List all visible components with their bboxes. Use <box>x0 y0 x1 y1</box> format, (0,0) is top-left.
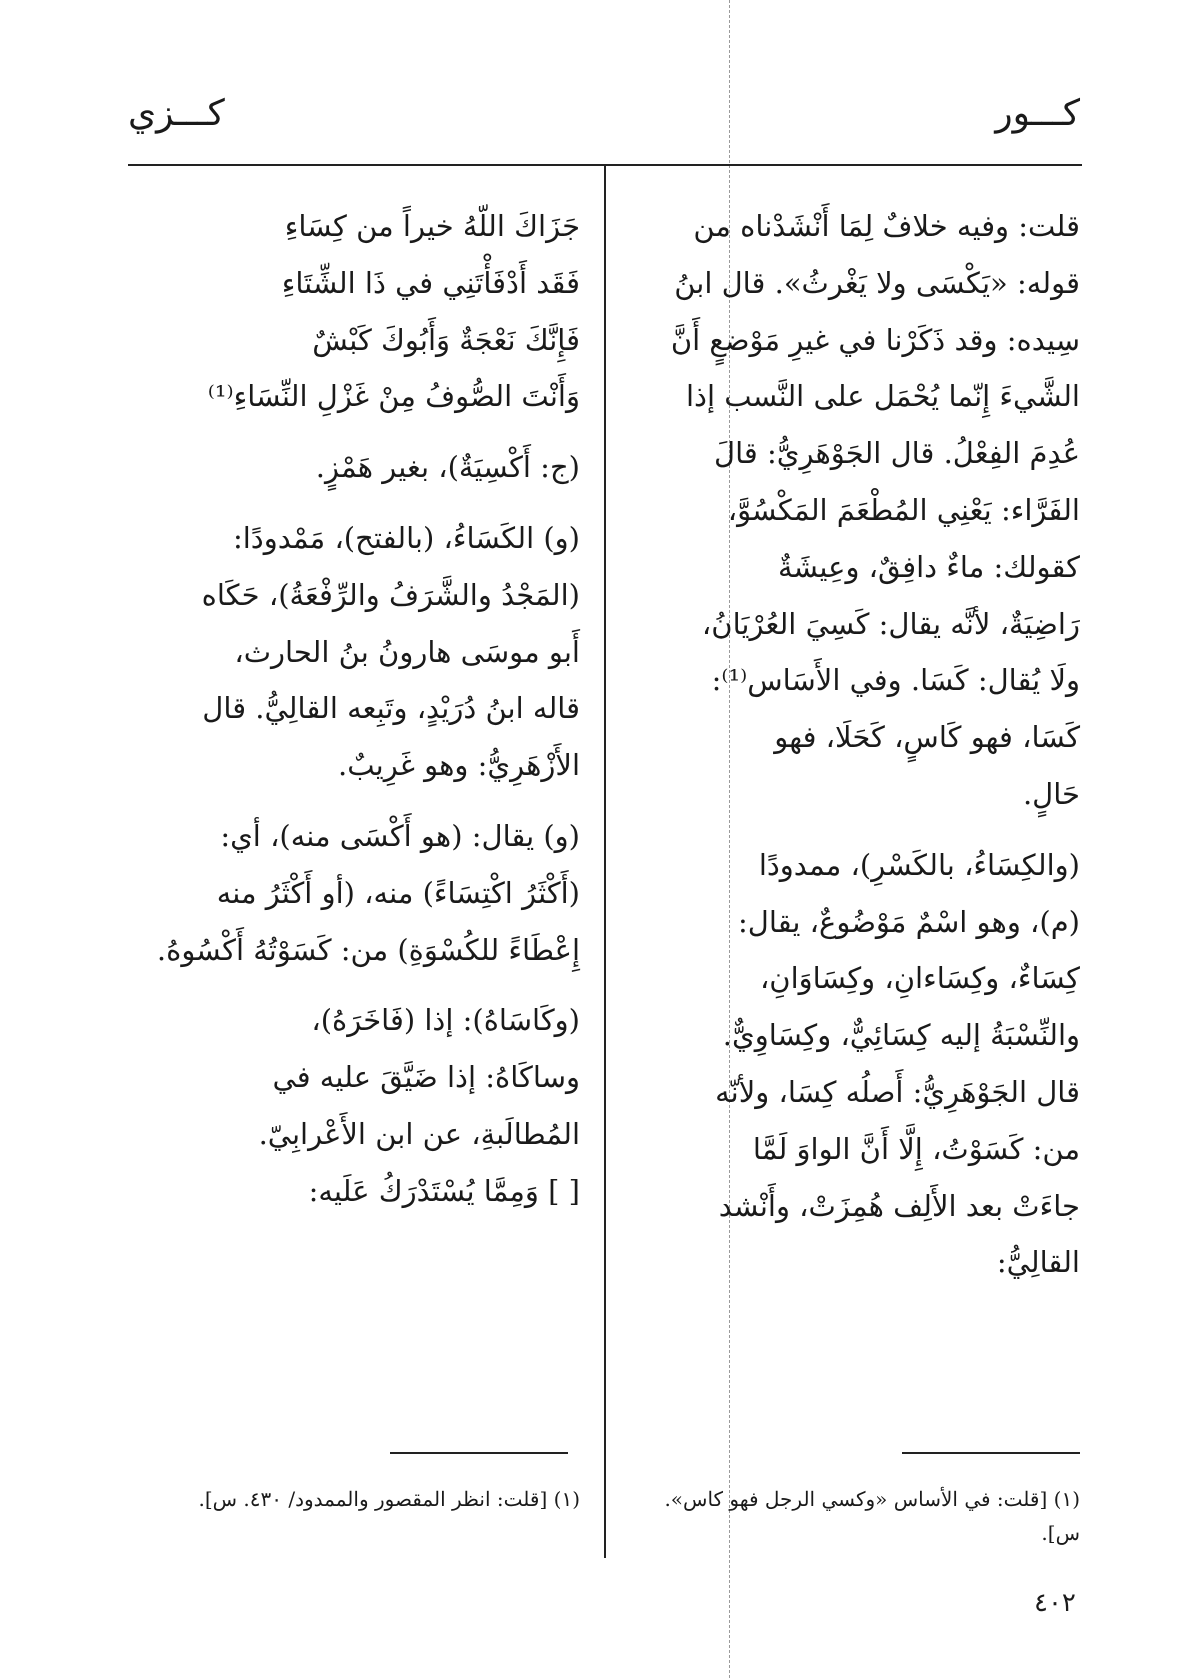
text-line: (والكِسَاءُ، بالكَسْرِ)، ممدودًا <box>758 847 1080 882</box>
text-line: من: كَسَوْتُ، إِلَّا أَنَّ الواوَ لَمَّا <box>752 1131 1080 1166</box>
header-root-right: كـــور <box>995 93 1080 134</box>
right-column <box>640 198 1080 1291</box>
text-line: كقولك: ماءٌ دافِقٌ، وعِيشَةٌ <box>777 549 1080 584</box>
header-root-left: كـــزي <box>128 93 225 134</box>
text-line: (و) يقال: (هو أَكْسَى منه)، أي: <box>220 818 580 853</box>
text-line: ولَا يُقال: كَسَا. وفي الأَسَاس⁽¹⁾: <box>711 663 1080 698</box>
text-line: قاله ابنُ دُرَيْدٍ، وتَبِعه القالِيُّ. قال <box>202 691 580 726</box>
text-line: رَاضِيَةٌ، لأنَّه يقال: كَسِيَ العُرْيَانُ، <box>701 606 1080 641</box>
text-line: أَبو موسَى هارونُ بنُ الحارث، <box>234 634 580 669</box>
text-line: (م)، وهو اسْمٌ مَوْضُوعٌ، يقال: <box>738 904 1080 939</box>
footnote-right: (١) [قلت: في الأساس «وكسي الرجل فهو كاس». س]. <box>664 1487 1080 1545</box>
footnote-rule-left <box>390 1452 568 1454</box>
column-divider <box>604 166 606 1558</box>
paragraph-gap <box>140 978 580 992</box>
verse-line: وَأَنْتَ الصُّوفُ مِنْ غَزْلِ النِّسَاءِ⁽¹⁾ <box>207 379 580 414</box>
footnote-rule-right <box>902 1452 1080 1454</box>
text-line: (و) الكَسَاءُ، (بالفتح)، مَمْدودًا: <box>232 520 580 555</box>
text-line: قوله: «يَكْسَى ولا يَغْرثُ». قال ابنُ <box>674 265 1080 300</box>
text-line: المُطالَبةِ، عن ابن الأَعْرابِيّ. <box>258 1116 580 1151</box>
text-line: سِيده: وقد ذَكَرْنا في غيرِ مَوْضعٍ أَنَّ <box>670 322 1080 357</box>
text-line: كِسَاءٌ، وكِسَاءانِ، وكِسَاوَانِ، <box>759 961 1080 996</box>
verse-line: جَزَاكَ اللّهُ خيراً من كِسَاءِ <box>284 209 580 243</box>
paragraph-gap <box>140 794 580 808</box>
verse-line: فَإِنَّكَ نَعْجَةٌ وَأَبُوكَ كَبْشٌ <box>312 322 580 357</box>
paragraph-gap <box>640 823 1080 837</box>
text-line: [ ] وَمِمَّا يُسْتَدْرَكُ عَلَيه: <box>308 1173 580 1208</box>
text-line: حَالٍ. <box>1022 776 1080 811</box>
text-line: عُدِمَ الفِعْلُ. قال الجَوْهَرِيُّ: قالَ <box>714 436 1080 471</box>
text-line: إِعْطَاءً للكُسْوَةِ) من: كَسَوْتُهُ أَكْسُوهُ. <box>156 932 580 967</box>
text-line: وساكَاهُ: إذا ضَيَّقَ عليه في <box>272 1060 580 1095</box>
text-line: جاءَتْ بعد الأَلِف هُمِزَتْ، وأَنْشد <box>718 1188 1080 1223</box>
text-line: (وكَاسَاهُ): إذا (فَاخَرَهُ)، <box>311 1003 580 1038</box>
text-line: الشَّيءَ إِنّما يُحْمَل على النَّسب إذا <box>685 379 1080 414</box>
text-line: قلت: وفيه خلافٌ لِمَا أَنْشَدْناه من <box>693 209 1080 243</box>
text-line: قال الجَوْهَرِيُّ: أَصلُه كِسَا، ولأنّه <box>715 1074 1080 1109</box>
text-line: الأَزْهَرِيُّ: وهو غَرِيبٌ. <box>337 748 580 783</box>
verse-line: فَقَد أَدْفَأْتَنِي في ذَا الشِّتَاءِ <box>281 265 580 300</box>
footnote-left: (١) [قلت: انظر المقصور والممدود/ ٤٣٠. س]. <box>198 1487 580 1511</box>
page-number: ٤٠٢ <box>1034 1588 1076 1618</box>
left-column <box>140 198 580 1220</box>
text-line: كَسَا، فهو كَاسٍ، كَحَلَا، فهو <box>774 720 1080 755</box>
paragraph-gap <box>140 425 580 439</box>
text-line: (ج: أَكْسِيَةٌ)، بغير هَمْزٍ. <box>315 450 580 485</box>
text-line: (المَجْدُ والشَّرَفُ والرِّفْعَةُ)، حَكَاه <box>201 577 580 612</box>
text-line: (أَكْثَرُ اكْتِسَاءً) منه، (أو أَكْثَرُ منه <box>216 875 580 910</box>
text-line: القالِيُّ: <box>996 1245 1080 1280</box>
text-line: الفَرَّاء: يَعْنِي المُطْعَمَ المَكْسُوَّ، <box>727 492 1080 527</box>
text-line: والنِّسْبَةُ إليه كِسَائِيٌّ، وكِسَاوِيٌّ. <box>722 1018 1080 1053</box>
paragraph-gap <box>140 496 580 510</box>
